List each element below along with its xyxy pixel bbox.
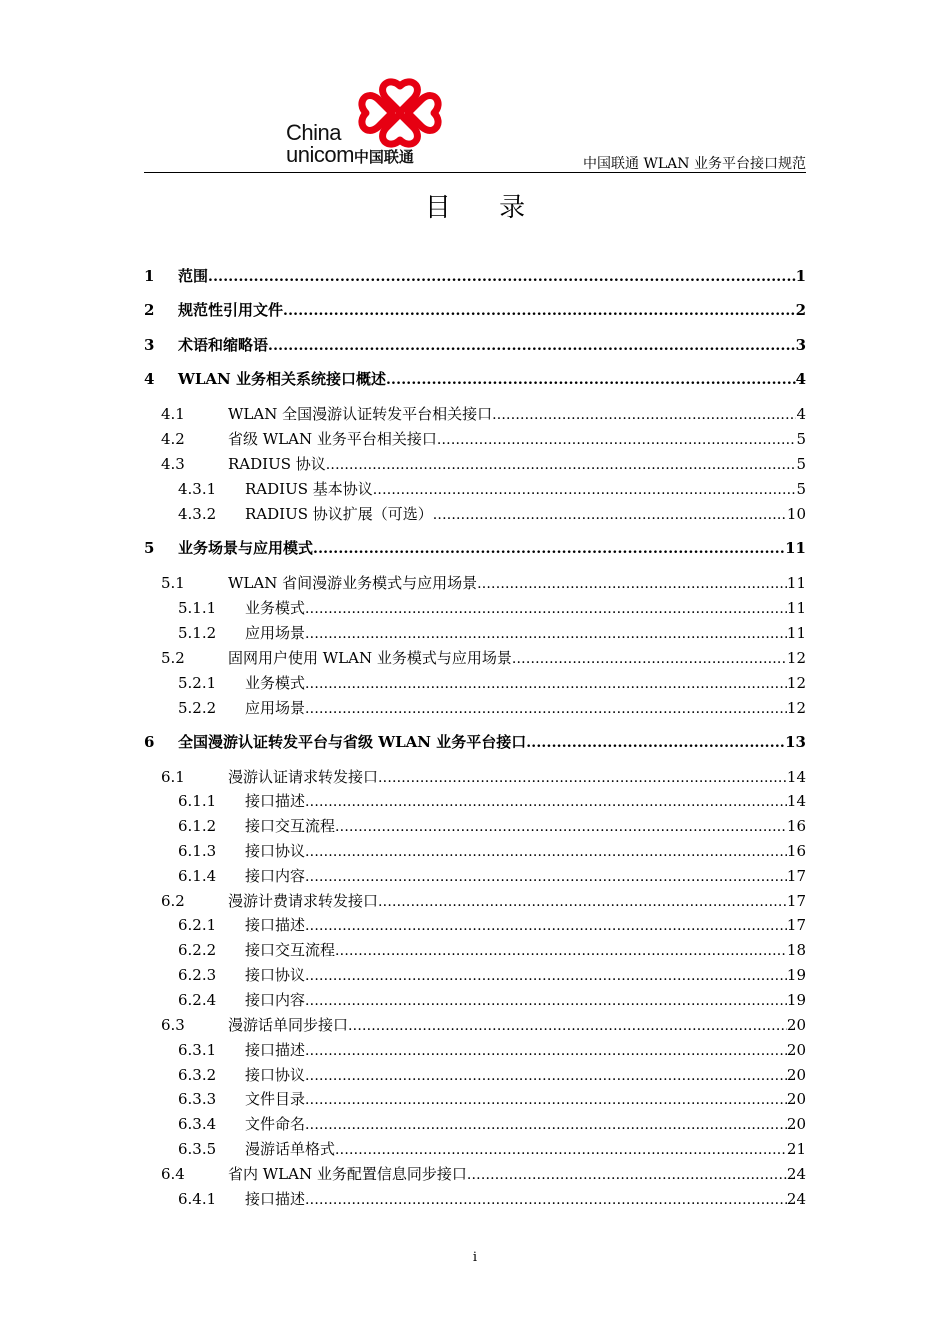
toc-entry[interactable] bbox=[144, 731, 806, 752]
toc-entry-number: 6.4 bbox=[161, 1165, 185, 1183]
toc-entry[interactable] bbox=[144, 766, 806, 787]
toc-entry[interactable] bbox=[144, 939, 806, 960]
toc-entry-page: 17 bbox=[786, 916, 806, 934]
toc-entry-page: 19 bbox=[786, 966, 806, 984]
toc-entry-number: 2 bbox=[144, 301, 155, 319]
toc-entry-title: WLAN 业务相关系统接口概述 bbox=[178, 370, 386, 388]
toc-entry-page: 12 bbox=[786, 699, 806, 717]
toc-entry[interactable] bbox=[144, 815, 806, 836]
toc-entry-title: 应用场景 bbox=[245, 624, 306, 642]
toc-entry-title: 漫游话单格式 bbox=[245, 1140, 336, 1158]
toc-entry-page: 20 bbox=[786, 1115, 806, 1133]
toc-entry-title: 文件命名 bbox=[245, 1115, 306, 1133]
toc-entry-page: 10 bbox=[786, 505, 806, 523]
toc-entry-title: 省级 WLAN 业务平台相关接口 bbox=[228, 430, 437, 448]
toc-leader-dots bbox=[378, 894, 787, 910]
toc-entry-page: 5 bbox=[796, 455, 806, 473]
toc-entry[interactable] bbox=[144, 1088, 806, 1109]
toc-entry-page: 3 bbox=[795, 336, 806, 354]
china-unicom-logo bbox=[282, 78, 452, 166]
toc-entry-number: 6.3.1 bbox=[178, 1041, 217, 1059]
toc-leader-dots bbox=[305, 626, 787, 642]
toc-entry[interactable] bbox=[144, 840, 806, 861]
toc-entry-page: 11 bbox=[786, 574, 806, 592]
toc-entry-page: 24 bbox=[786, 1165, 806, 1183]
toc-entry-page: 14 bbox=[786, 792, 806, 810]
toc-entry-page: 1 bbox=[795, 267, 806, 285]
toc-entry-number: 3 bbox=[144, 336, 155, 354]
toc-entry-number: 5 bbox=[144, 539, 155, 557]
toc-entry-title: RADIUS 协议扩展（可选） bbox=[245, 505, 433, 523]
toc-entry-number: 5.2.2 bbox=[178, 699, 217, 717]
toc-entry-number: 6.1.4 bbox=[178, 867, 217, 885]
toc-leader-dots bbox=[335, 943, 787, 959]
toc-leader-dots bbox=[335, 1142, 787, 1158]
toc-leader-dots bbox=[373, 482, 797, 498]
toc-entry[interactable] bbox=[144, 672, 806, 693]
toc-entry-page: 11 bbox=[785, 539, 806, 557]
toc-entry-page: 5 bbox=[796, 430, 806, 448]
toc-entry-number: 6.1.3 bbox=[178, 842, 217, 860]
toc-entry-title: 全国漫游认证转发平台与省级 WLAN 业务平台接口 bbox=[178, 733, 527, 751]
toc-entry-title: 接口交互流程 bbox=[245, 941, 336, 959]
toc-leader-dots bbox=[326, 457, 797, 473]
toc-entry[interactable] bbox=[144, 428, 806, 449]
toc-leader-dots bbox=[348, 1018, 787, 1034]
toc-entry-number: 6.4.1 bbox=[178, 1190, 217, 1208]
toc-entry-page: 16 bbox=[786, 817, 806, 835]
toc-leader-dots bbox=[305, 993, 787, 1009]
toc-entry[interactable] bbox=[144, 597, 806, 618]
toc-leader-dots bbox=[433, 507, 787, 523]
toc-entry-page: 20 bbox=[786, 1090, 806, 1108]
document-header-title: 中国联通 WLAN 业务平台接口规范 bbox=[583, 156, 806, 172]
header-divider bbox=[144, 172, 806, 173]
toc-entry-page: 2 bbox=[795, 301, 806, 319]
toc-entry-page: 20 bbox=[786, 1066, 806, 1084]
toc-entry-title: 范围 bbox=[178, 267, 209, 285]
toc-entry-title: 接口描述 bbox=[245, 1041, 306, 1059]
toc-leader-dots bbox=[378, 770, 787, 786]
toc-leader-dots bbox=[305, 1092, 787, 1108]
toc-entry-number: 6.2.4 bbox=[178, 991, 217, 1009]
toc-entry-number: 6.3.2 bbox=[178, 1066, 217, 1084]
toc-entry[interactable] bbox=[144, 503, 806, 524]
toc-entry-title: 规范性引用文件 bbox=[178, 301, 284, 319]
toc-entry[interactable] bbox=[144, 790, 806, 811]
toc-entry-number: 4 bbox=[144, 370, 155, 388]
toc-entry[interactable] bbox=[144, 1113, 806, 1134]
toc-entry-title: WLAN 全国漫游认证转发平台相关接口 bbox=[228, 405, 493, 423]
toc-entry-title: WLAN 省间漫游业务模式与应用场景 bbox=[228, 574, 478, 592]
toc-leader-dots bbox=[208, 269, 796, 285]
toc-leader-dots bbox=[305, 601, 787, 617]
page-number: i bbox=[472, 1250, 478, 1265]
toc-entry-page: 4 bbox=[795, 370, 806, 388]
toc-leader-dots bbox=[305, 1043, 787, 1059]
toc-leader-dots bbox=[305, 844, 787, 860]
toc-entry-page: 21 bbox=[786, 1140, 806, 1158]
toc-entry-page: 14 bbox=[786, 768, 806, 786]
toc-entry-title: RADIUS 协议 bbox=[228, 455, 326, 473]
toc-entry-number: 4.1 bbox=[161, 405, 185, 423]
toc-entry[interactable] bbox=[144, 865, 806, 886]
toc-entry[interactable] bbox=[144, 368, 806, 389]
toc-entry-title: 接口协议 bbox=[245, 842, 306, 860]
toc-entry[interactable] bbox=[144, 1064, 806, 1085]
toc-entry-number: 5.2.1 bbox=[178, 674, 217, 692]
toc-entry-page: 12 bbox=[786, 674, 806, 692]
toc-entry-page: 11 bbox=[786, 624, 806, 642]
toc-entry[interactable] bbox=[144, 265, 806, 286]
toc-leader-dots bbox=[305, 1192, 787, 1208]
toc-entry-title: 漫游认证请求转发接口 bbox=[228, 768, 379, 786]
toc-entry-number: 5.1 bbox=[161, 574, 185, 592]
toc-leader-dots bbox=[305, 869, 787, 885]
toc-entry-title: RADIUS 基本协议 bbox=[245, 480, 373, 498]
toc-entry-number: 4.3 bbox=[161, 455, 185, 473]
toc-leader-dots bbox=[305, 701, 787, 717]
logo-wordmark-unicom: unicom中国联通 bbox=[286, 142, 414, 167]
toc-entry-title: 文件目录 bbox=[245, 1090, 306, 1108]
toc-entry-number: 1 bbox=[144, 267, 155, 285]
logo-wordmark-china: China bbox=[286, 120, 341, 145]
toc-leader-dots bbox=[283, 303, 796, 319]
toc-leader-dots bbox=[305, 1068, 787, 1084]
toc-leader-dots bbox=[335, 819, 787, 835]
toc-entry-title: 接口协议 bbox=[245, 966, 306, 984]
toc-entry[interactable] bbox=[144, 964, 806, 985]
toc-entry-title: 业务模式 bbox=[245, 674, 306, 692]
toc-leader-dots bbox=[512, 651, 787, 667]
toc-entry-number: 6.3.4 bbox=[178, 1115, 217, 1133]
toc-entry-page: 4 bbox=[796, 405, 806, 423]
toc-entry-page: 17 bbox=[786, 892, 806, 910]
toc-leader-dots bbox=[305, 1117, 787, 1133]
toc-entry[interactable] bbox=[144, 697, 806, 718]
toc-entry[interactable] bbox=[144, 453, 806, 474]
toc-leader-dots bbox=[305, 918, 787, 934]
toc-entry-page: 20 bbox=[786, 1016, 806, 1034]
toc-leader-dots bbox=[526, 735, 785, 751]
toc-entry-title: 接口内容 bbox=[245, 867, 306, 885]
toc-leader-dots bbox=[305, 676, 787, 692]
toc-entry-page: 13 bbox=[785, 733, 806, 751]
toc-entry[interactable] bbox=[144, 1163, 806, 1184]
toc-leader-dots bbox=[305, 968, 787, 984]
toc-entry[interactable] bbox=[144, 299, 806, 320]
toc-entry[interactable] bbox=[144, 478, 806, 499]
unicom-knot-icon bbox=[354, 78, 446, 148]
toc-leader-dots bbox=[305, 794, 787, 810]
toc-entry[interactable] bbox=[144, 989, 806, 1010]
toc-leader-dots bbox=[437, 432, 797, 448]
toc-leader-dots bbox=[477, 576, 787, 592]
toc-entry-title: 接口内容 bbox=[245, 991, 306, 1009]
toc-entry-number: 5.1.2 bbox=[178, 624, 217, 642]
toc-entry[interactable] bbox=[144, 914, 806, 935]
toc-entry-title: 业务模式 bbox=[245, 599, 306, 617]
toc-entry-title: 接口协议 bbox=[245, 1066, 306, 1084]
toc-entry-title: 接口描述 bbox=[245, 1190, 306, 1208]
toc-entry[interactable] bbox=[144, 334, 806, 355]
toc-leader-dots bbox=[492, 407, 796, 423]
toc-leader-dots bbox=[313, 541, 785, 557]
toc-heading: 目 录 bbox=[424, 193, 546, 223]
toc-entry-number: 5.2 bbox=[161, 649, 185, 667]
toc-entry-page: 18 bbox=[786, 941, 806, 959]
toc-entry-page: 24 bbox=[786, 1190, 806, 1208]
toc-entry[interactable] bbox=[144, 1188, 806, 1209]
toc-entry-title: 接口交互流程 bbox=[245, 817, 336, 835]
toc-leader-dots bbox=[268, 338, 796, 354]
toc-entry-number: 6 bbox=[144, 733, 155, 751]
toc-entry-page: 17 bbox=[786, 867, 806, 885]
toc-entry-page: 19 bbox=[786, 991, 806, 1009]
toc-entry-title: 接口描述 bbox=[245, 916, 306, 934]
toc-entry-title: 业务场景与应用模式 bbox=[178, 539, 314, 557]
toc-entry[interactable] bbox=[144, 622, 806, 643]
toc-entry-number: 6.2.2 bbox=[178, 941, 217, 959]
toc-entry-page: 12 bbox=[786, 649, 806, 667]
toc-entry-page: 20 bbox=[786, 1041, 806, 1059]
toc-entry-number: 6.1.2 bbox=[178, 817, 217, 835]
toc-entry-number: 6.2.1 bbox=[178, 916, 217, 934]
toc-entry-title: 接口描述 bbox=[245, 792, 306, 810]
toc-entry-number: 6.2 bbox=[161, 892, 185, 910]
toc-entry[interactable] bbox=[144, 572, 806, 593]
toc-entry[interactable] bbox=[144, 890, 806, 911]
toc-entry[interactable] bbox=[144, 1138, 806, 1159]
toc-entry[interactable] bbox=[144, 537, 806, 558]
toc-entry-title: 应用场景 bbox=[245, 699, 306, 717]
toc-entry-number: 6.1.1 bbox=[178, 792, 217, 810]
toc-entry-number: 6.3 bbox=[161, 1016, 185, 1034]
toc-entry-title: 术语和缩略语 bbox=[178, 336, 269, 354]
toc-entry[interactable] bbox=[144, 403, 806, 424]
toc-entry-number: 4.2 bbox=[161, 430, 185, 448]
toc-entry-number: 6.3.3 bbox=[178, 1090, 217, 1108]
toc-entry-title: 漫游计费请求转发接口 bbox=[228, 892, 379, 910]
toc-entry[interactable] bbox=[144, 1039, 806, 1060]
toc-entry-page: 11 bbox=[786, 599, 806, 617]
toc-entry[interactable] bbox=[144, 1014, 806, 1035]
toc-entry-number: 5.1.1 bbox=[178, 599, 217, 617]
toc-entry-page: 16 bbox=[786, 842, 806, 860]
toc-entry-title: 固网用户使用 WLAN 业务模式与应用场景 bbox=[228, 649, 512, 667]
toc-entry-number: 6.1 bbox=[161, 768, 185, 786]
toc-entry-title: 省内 WLAN 业务配置信息同步接口 bbox=[228, 1165, 467, 1183]
toc-entry-number: 4.3.2 bbox=[178, 505, 217, 523]
toc-entry[interactable] bbox=[144, 647, 806, 668]
toc-entry-number: 6.3.5 bbox=[178, 1140, 217, 1158]
toc-leader-dots bbox=[386, 372, 796, 388]
toc-entry-number: 6.2.3 bbox=[178, 966, 217, 984]
toc-entry-number: 4.3.1 bbox=[178, 480, 217, 498]
toc-leader-dots bbox=[467, 1167, 787, 1183]
toc-entry-title: 漫游话单同步接口 bbox=[228, 1016, 349, 1034]
toc-entry-page: 5 bbox=[796, 480, 806, 498]
